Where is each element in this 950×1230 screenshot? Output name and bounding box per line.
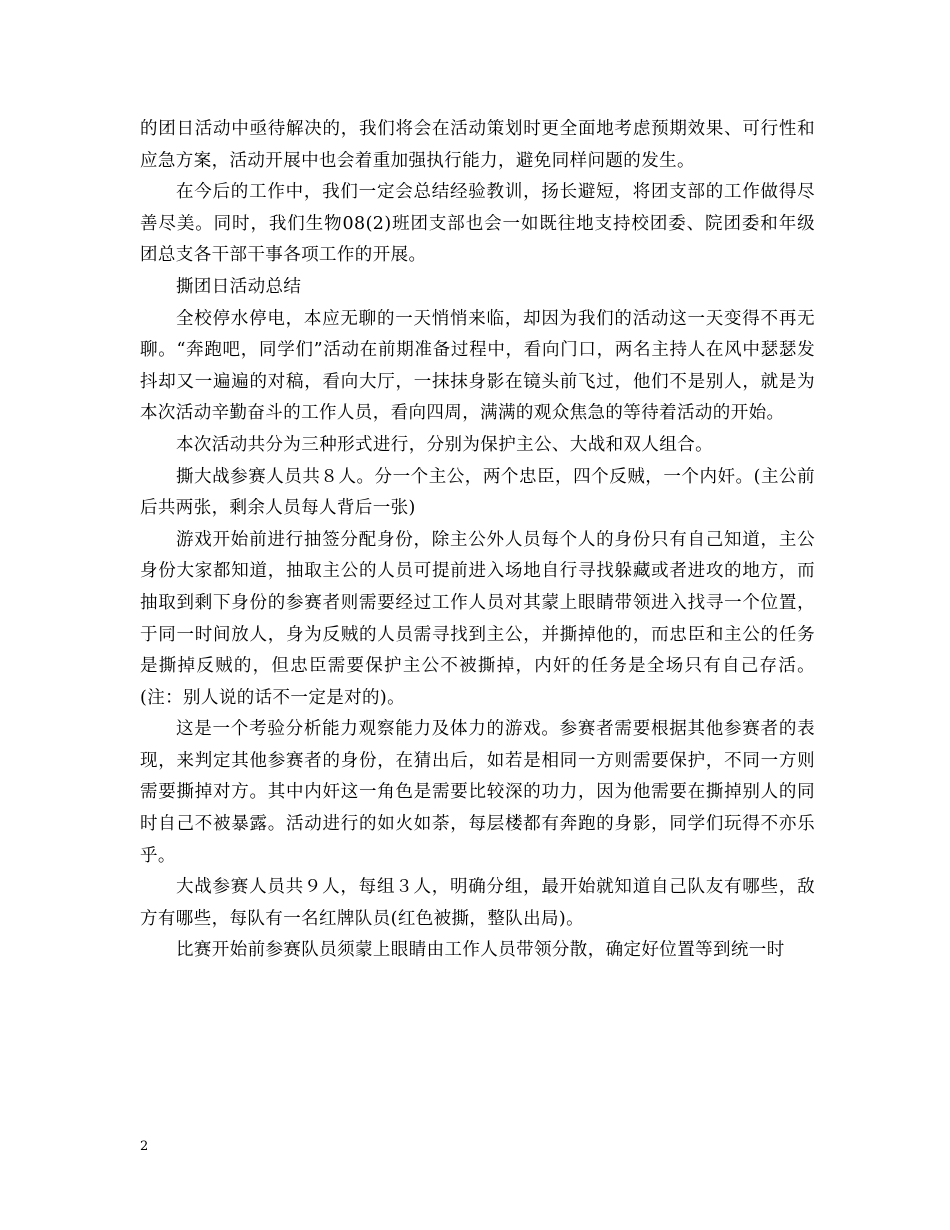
section-heading: 撕团日活动总结 — [176, 276, 302, 297]
paragraph-5: 本次活动共分为三种形式进行，分别为保护主公、大战和双人组合。 — [176, 434, 713, 455]
paragraph-7: 游戏开始前进行抽签分配身份，除主公外人员每个人的身份只有自己知道，主公身份大家都知道，抽取主公的人员可提前进入场地自行寻找躲藏或者进攻的地方，而抽取到剩下身份的参赛者则需要经过工作人员对其蒙上眼睛带领进入找寻一个位置，于同一时间放人，身为反贼的人员需寻找到主公，并撕掉他的，而忠臣和主公的任务是撕掉反贼的，但忠臣需要保护主公不被撕掉，内奸的任务是全场只有自己存活。(注：别人说的话不一定是对的)。 — [140, 529, 815, 708]
paragraph-6: 撕大战参赛人员共８人。分一个主公，两个忠臣，四个反贼，一个内奸。(主公前后共两张，剩余人员每人背后一张) — [140, 466, 815, 519]
paragraph-1: 的团日活动中亟待解决的，我们将会在活动策划时更全面地考虑预期效果、可行性和应急方案，活动开展中也会着重加强执行能力，避免同样问题的发生。 — [140, 119, 815, 171]
paragraph-2: 在今后的工作中，我们一定会总结经验教训，扬长避短，将团支部的工作做得尽善尽美。同时，我们生物08(2)班团支部也会一如既往地支持校团委、院团委和年级团总支各干部干事各项工作的开展。 — [140, 182, 815, 266]
paragraph-10: 比赛开始前参赛队员须蒙上眼睛由工作人员带领分散，确定好位置等到统一时 — [176, 940, 785, 961]
page-number: 2 — [140, 1139, 149, 1154]
document-body — [140, 114, 815, 967]
paragraph-9: 大战参赛人员共９人，每组３人，明确分组，最开始就知道自己队友有哪些，敌方有哪些，每队有一名红牌队员(红色被撕，整队出局)。 — [140, 877, 815, 929]
paragraph-8: 这是一个考验分析能力观察能力及体力的游戏。参赛者需要根据其他参赛者的表现，来判定其他参赛者的身份，在猜出后，如若是相同一方则需要保护，不同一方则需要撕掉对方。其中内奸这一角色是需要比较深的功力，因为他需要在撕掉别人的同时自己不被暴露。活动进行的如火如荼，每层楼都有奔跑的身影，同学们玩得不亦乐乎。 — [140, 719, 815, 866]
paragraph-4: 全校停水停电，本应无聊的一天悄悄来临，却因为我们的活动这一天变得不再无聊。“奔跑吧，同学们”活动在前期准备过程中，看向门口，两名主持人在风中瑟瑟发抖却又一遍遍的对稿，看向大厅，一抹抹身影在镜头前飞过，他们不是别人，就是为本次活动辛勤奋斗的工作人员，看向四周，满满的观众焦急的等待着活动的开始。 — [140, 308, 815, 424]
